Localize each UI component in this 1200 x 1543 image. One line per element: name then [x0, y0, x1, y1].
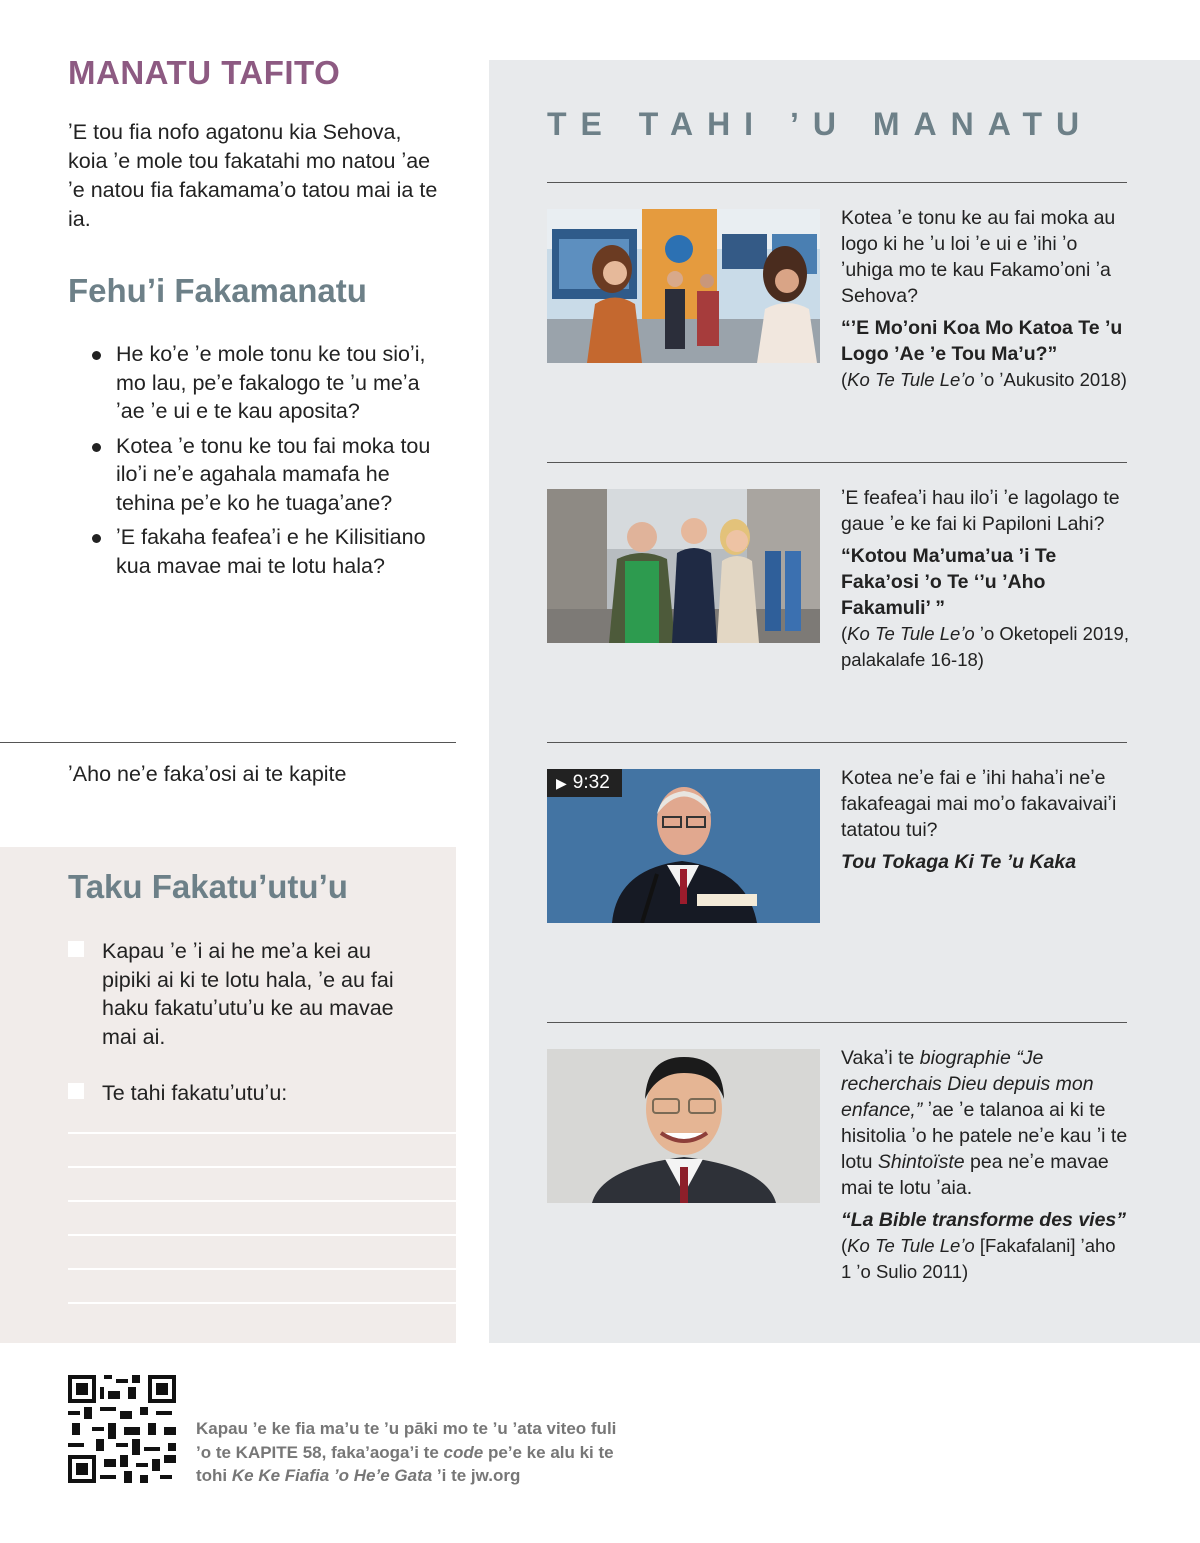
divider	[547, 182, 1127, 183]
review-title: Fehuʼi Fakamanatu	[68, 272, 367, 309]
bullet-icon	[92, 351, 101, 360]
list-item	[92, 523, 452, 580]
video-title-link[interactable]: Tou Tokaga Ki Te ʼu Kaka	[841, 851, 1077, 873]
entry-question: Vakaʼi te biographie “Je recherchais Dieu depuis mon enfance,” ʼae ʼe talanoa ai ki te hisitolia ʼo he patele neʼe kau ʼi te lotu Shintoïste pea neʼe mavae mai te lotu ʼaia.	[841, 1047, 1128, 1199]
source-reference: (Ko Te Tule Leʼo [Fakafalani] ʼaho 1 ʼo Sulio 2011)	[841, 1235, 1116, 1282]
source-reference: (Ko Te Tule Leʼo ʼo Oketopeli 2019, palakalafe 16-18)	[841, 623, 1129, 670]
explore-entry-3	[841, 765, 1131, 875]
explore-title: TE TAHI ʼU MANATU	[547, 106, 1094, 142]
qr-code-icon[interactable]	[68, 1375, 176, 1483]
writing-line[interactable]	[68, 1302, 456, 1304]
publication-name: Ko Te Tule Leʼo	[847, 1235, 975, 1256]
divider	[547, 1022, 1127, 1023]
explore-entry-2	[841, 485, 1131, 673]
divider	[547, 742, 1127, 743]
writing-line[interactable]	[68, 1200, 456, 1202]
review-question-list	[92, 340, 452, 586]
entry-question: ʼE feafeaʼi hau iloʼi ʼe lagolago te gaue ʼe ke fai ki Papiloni Lahi?	[841, 487, 1120, 535]
review-question: He koʼe ʼe mole tonu ke tou sioʼi, mo lau, peʼe fakalogo te ʼu meʼa ʼae ʼe ui e te kau aposita?	[116, 342, 426, 423]
article-link[interactable]: “ʼE Moʼoni Koa Mo Katoa Te ʼu Logo ʼAe ʼe Tou Maʼu?”	[841, 317, 1123, 365]
divider	[0, 742, 456, 743]
article-link[interactable]: “La Bible transforme des vies”	[841, 1209, 1127, 1231]
checkbox[interactable]	[68, 1083, 84, 1099]
publication-name: Ko Te Tule Leʼo	[847, 623, 975, 644]
publication-name: Ko Te Tule Leʼo	[847, 369, 975, 390]
source-reference: (Ko Te Tule Leʼo ʼo ʼAukusito 2018)	[841, 369, 1127, 390]
list-item	[92, 432, 452, 518]
explore-entry-1	[841, 205, 1131, 393]
street-witnessing-image[interactable]	[547, 489, 820, 643]
divider	[547, 462, 1127, 463]
explore-entry-4	[841, 1045, 1131, 1285]
checkbox[interactable]	[68, 941, 84, 957]
video-duration-badge	[547, 769, 622, 797]
video-thumbnail[interactable]	[547, 769, 820, 923]
play-icon: ▶	[556, 775, 567, 791]
plan-option-1[interactable]	[68, 937, 408, 1051]
portrait-image[interactable]	[547, 1049, 820, 1203]
plan-option-label: Kapau ʼe ʼi ai he meʼa kei au pipiki ai ki te lotu hala, ʼe au fai haku fakatuʼutuʼu ke au mavae mai ai.	[102, 939, 394, 1049]
plan-option-2[interactable]	[68, 1079, 408, 1108]
bullet-icon	[92, 443, 101, 452]
video-duration: 9:32	[572, 772, 610, 793]
plan-option-label: Te tahi fakatuʼutuʼu:	[102, 1081, 288, 1105]
review-question: Kotea ʼe tonu ke tou fai moka tou iloʼi neʼe agahala mamafa he tehina peʼe ko he tuagaʼane?	[116, 433, 431, 515]
article-link[interactable]: “Kotou Maʼumaʼua ʼi Te Fakaʼosi ʼo Te ‘ʼu ʼAho Fakamuli’ ”	[841, 545, 1057, 619]
summary-title: MANATU TAFITO	[68, 54, 341, 91]
review-question: ʼE fakaha feafeaʼi e he Kilisitiano kua mavae mai te lotu hala?	[116, 525, 426, 578]
writing-line[interactable]	[68, 1234, 456, 1236]
writing-line[interactable]	[68, 1268, 456, 1270]
plan-title: Taku Fakatuʼutuʼu	[68, 868, 348, 905]
completion-date-label[interactable]: ʼAho neʼe fakaʼosi ai te kapite	[68, 762, 347, 786]
news-media-image[interactable]	[547, 209, 820, 363]
entry-question: Kotea ʼe tonu ke au fai moka au logo ki he ʼu loi ʼe ui e ʼihi ʼo ʼuhiga mo te kau Fakamoʼoni ʼa Sehova?	[841, 207, 1116, 307]
footer-note: Kapau ʼe ke fia maʼu te ʼu pāki mo te ʼu ʼata viteo fuli ʼo te KAPITE 58, fakaʼaogaʼi te code peʼe ke alu ki te tohi Ke Ke Fiafia ʼo Heʼe Gata ʼi te jw.org	[196, 1419, 617, 1485]
writing-line[interactable]	[68, 1166, 456, 1168]
list-item	[92, 340, 452, 426]
writing-line[interactable]	[68, 1132, 456, 1134]
entry-question: Kotea neʼe fai e ʼihi hahaʼi neʼe fakafeagai mai moʼo fakavaivaiʼi tatatou tui?	[841, 767, 1117, 841]
bullet-icon	[92, 534, 101, 543]
summary-text: ʼE tou fia nofo agatonu kia Sehova, koia ʼe mole tou fakatahi mo natou ʼae ʼe natou fia fakamamaʼo tatou mai ia te ia.	[68, 120, 438, 231]
